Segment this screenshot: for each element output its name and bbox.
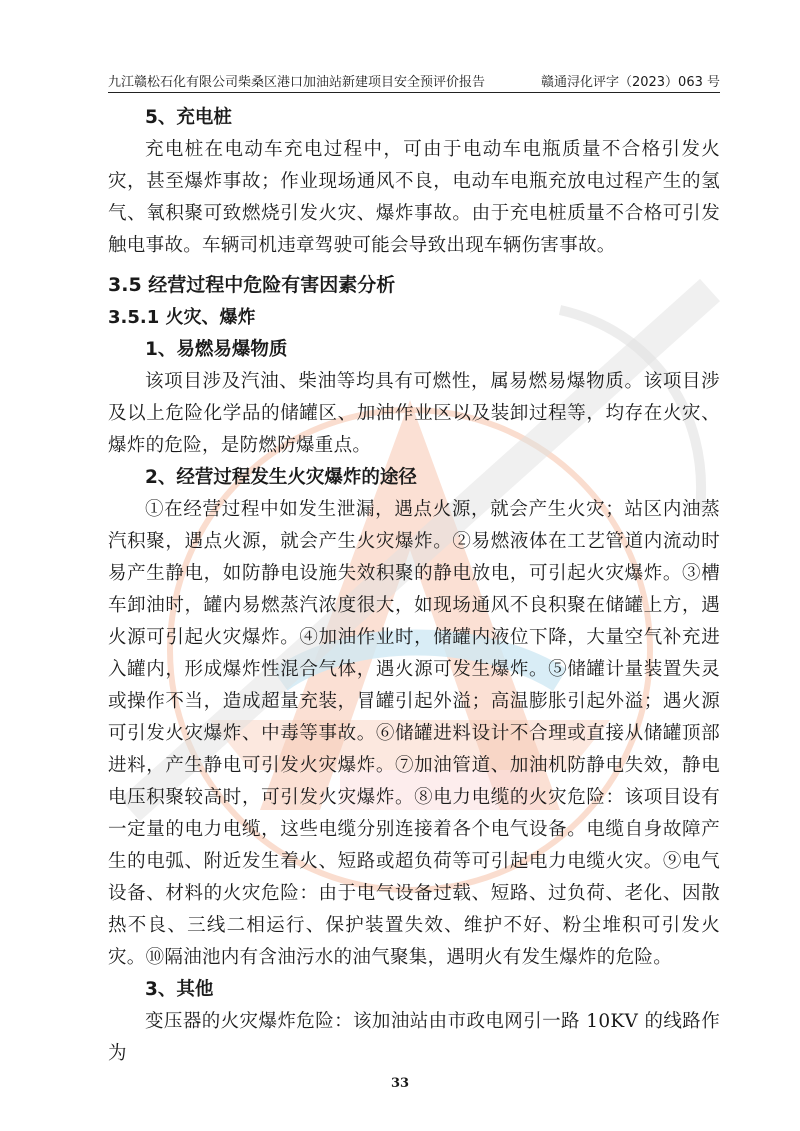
header-report-title: 九江赣松石化有限公司柴桑区港口加油站新建项目安全预评价报告 <box>108 75 486 90</box>
page-header <box>108 70 720 90</box>
page-content <box>108 102 720 1070</box>
header-document-number: 赣通浔化评字（2023）063 号 <box>540 75 720 90</box>
subsection-3-paragraph: 变压器的火灾爆炸危险：该加油站由市政电网引一路 10KV 的线路作为 <box>108 1011 720 1064</box>
subsection-3-title: 3、其他 <box>145 979 214 1000</box>
section-charging-pile-title: 5、充电桩 <box>145 107 232 128</box>
heading-3-5-1: 3.5.1 火灾、爆炸 <box>108 307 256 328</box>
subsection-1-title: 1、易燃易爆物质 <box>145 339 288 360</box>
subsection-1-paragraph: 该项目涉及汽油、柴油等均具有可燃性，属易燃易爆物质。该项目涉及以上危险化学品的储罐区、加油作业区以及装卸过程等，均存在火灾、爆炸的危险，是防燃防爆重点。 <box>108 371 720 456</box>
header-divider <box>108 92 720 93</box>
page-number: 33 <box>390 1076 410 1091</box>
heading-3-5: 3.5 经营过程中危险有害因素分析 <box>108 274 396 296</box>
section-charging-pile-paragraph: 充电桩在电动车充电过程中，可由于电动车电瓶质量不合格引发火灾，甚至爆炸事故；作业现场通风不良，电动车电瓶充放电过程产生的氢气、氧积聚可致燃烧引发火灾、爆炸事故。由于充电桩质量不合格可引发触电事故。车辆司机违章驾驶可能会导致出现车辆伤害事故。 <box>108 139 720 256</box>
subsection-2-title: 2、经营过程发生火灾爆炸的途径 <box>145 467 417 488</box>
subsection-2-paragraph: ①在经营过程中如发生泄漏，遇点火源，就会产生火灾；站区内油蒸汽积聚，遇点火源，就会产生火灾爆炸。②易燃液体在工艺管道内流动时易产生静电，如防静电设施失效积聚的静电放电，可引起火灾爆炸。③槽车卸油时，罐内易燃蒸汽浓度很大，如现场通风不良积聚在储罐上方，遇火源可引起火灾爆炸。④加油作业时，储罐内液位下降，大量空气补充进入罐内，形成爆炸性混合气体，遇火源可发生爆炸。⑤储罐计量装置失灵或操作不当，造成超量充装，冒罐引起外溢；高温膨胀引起外溢；遇火源可引发火灾爆炸、中毒等事故。⑥储罐进料设计不合理或直接从储罐顶部进料，产生静电可引发火灾爆炸。⑦加油管道、加油机防静电失效，静电电压积聚较高时，可引发火灾爆炸。⑧电力电缆的火灾危险：该项目设有一定量的电力电缆，这些电缆分别连接着各个电气设备。电缆自身故障产生的电弧、附近发生着火、短路或超负荷等可引起电力电缆火灾。⑨电气设备、材料的火灾危险：由于电气设备过载、短路、过负荷、老化、因散热不良、三线二相运行、保护装置失效、维护不好、粉尘堆积可引发火灾。⑩隔油池内有含油污水的油气聚集，遇明火有发生爆炸的危险。 <box>108 499 720 968</box>
